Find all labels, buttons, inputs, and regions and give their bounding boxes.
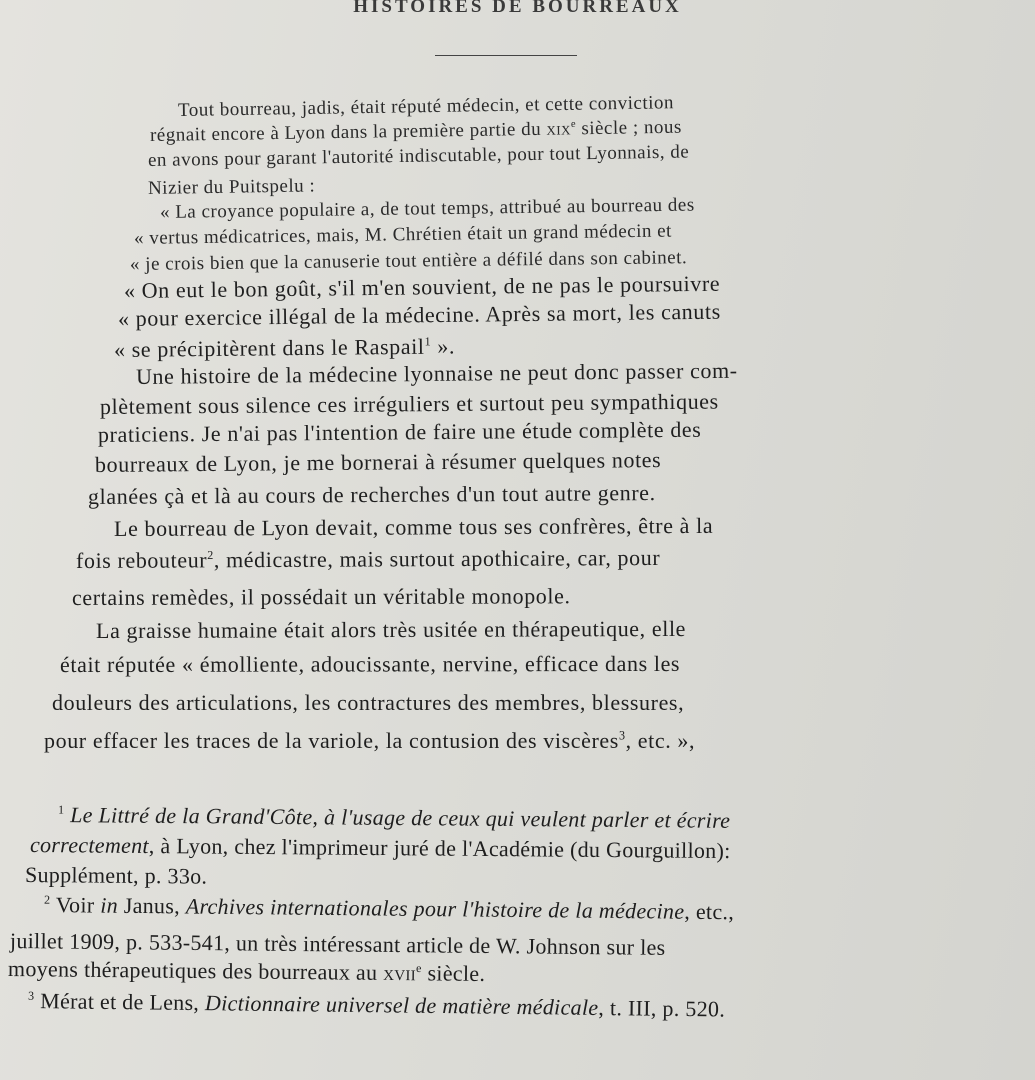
body-line: « pour exercice illégal de la médecine. Après sa mort, les canuts: [117, 298, 721, 331]
body-line: Le bourreau de Lyon devait, comme tous ses confrères, être à la: [113, 512, 714, 541]
body-line: Tout bourreau, jadis, était réputé médecin, et cette conviction: [177, 92, 675, 121]
footnote-2: juillet 1909, p. 533-541, un très intéressant article de W. Johnson sur les: [9, 928, 666, 960]
body-line: praticiens. Je n'ai pas l'intention de faire une étude complète des: [97, 416, 702, 447]
header-rule: [435, 55, 577, 56]
footnote-3: $^3$ Mérat et de Lens, Dictionnaire universel de matière médicale, t. III, p. 520.: [27, 988, 726, 1022]
footnote-2: $^2$ Voir in Janus, Archives internationales pour l'histoire de la médecine, etc.,: [43, 892, 735, 925]
body-line: Nizier du Puitspelu :: [147, 175, 316, 199]
body-line: « On eut le bon goût, s'il m'en souvient, de ne pas le poursuivre: [123, 270, 721, 303]
body-line: pour effacer les traces de la variole, la contusion des viscères$^3$, etc. »,: [44, 728, 696, 753]
body-line: « vertus médicatrices, mais, M. Chrétien était un grand médecin et: [133, 220, 673, 249]
running-header: HISTOIRES DE BOURREAUX: [353, 0, 682, 17]
footnote-1: correctement, à Lyon, chez l'imprimeur juré de l'Académie (du Gourguillon):: [29, 832, 731, 864]
body-line: était réputée « émolliente, adoucissante, nervine, efficace dans les: [59, 650, 681, 677]
body-line: La graisse humaine était alors très usitée en thérapeutique, elle: [95, 615, 687, 643]
body-line: bourreaux de Lyon, je me bornerai à résumer quelques notes: [94, 447, 662, 477]
body-line: certains remèdes, il possédait un véritable monopole.: [71, 583, 571, 610]
body-line: « se précipitèrent dans le Raspail$^1$ ».: [113, 333, 456, 362]
body-line: fois rebouteur$^2$, médicastre, mais surtout apothicaire, car, pour: [75, 544, 661, 573]
footnote-2: moyens thérapeutiques des bourreaux au xvii$^e$ siècle.: [7, 956, 486, 986]
body-line: Une histoire de la médecine lyonnaise ne peut donc passer com-: [135, 357, 738, 389]
body-line: plètement sous silence ces irréguliers et surtout peu sympathiques: [99, 388, 719, 419]
footnote-1: $^1$ Le Littré de la Grand'Côte, à l'usage de ceux qui veulent parler et écrire: [57, 802, 731, 833]
body-line: glanées çà et là au cours de recherches d'un tout autre genre.: [87, 480, 656, 509]
body-line: régnait encore à Lyon dans la première partie du xix$^e$ siècle ; nous: [149, 116, 682, 146]
body-line: « je crois bien que la canuserie tout entière a défilé dans son cabinet.: [129, 247, 688, 275]
body-line: en avons pour garant l'autorité indiscutable, pour tout Lyonnais, de: [147, 141, 690, 171]
body-line: « La croyance populaire a, de tout temps, attribué au bourreau des: [159, 194, 695, 223]
footnote-1: Supplément, p. 33o.: [24, 862, 208, 889]
body-line: douleurs des articulations, les contractures des membres, blessures,: [52, 690, 685, 715]
